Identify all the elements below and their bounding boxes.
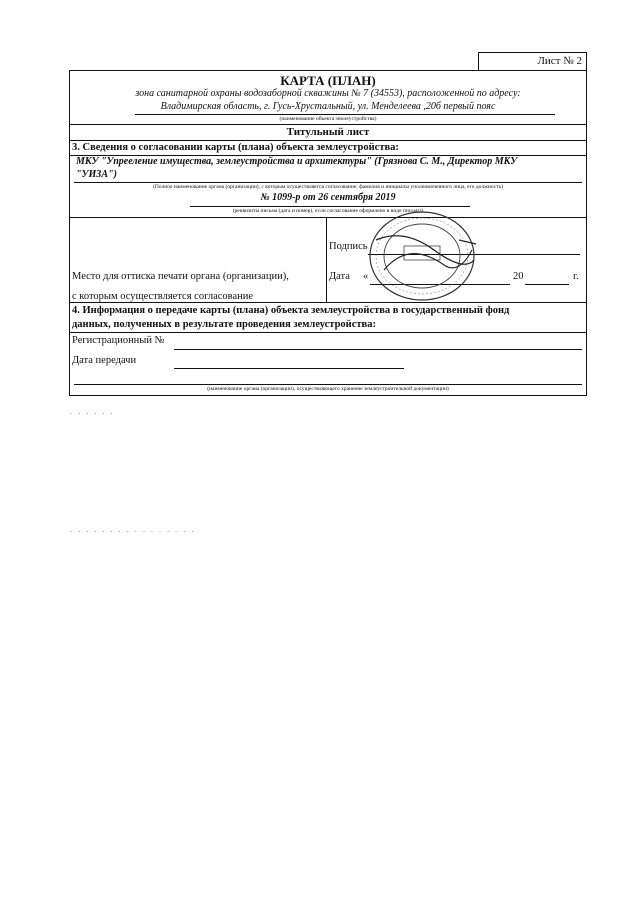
year-suffix: г. — [573, 271, 579, 282]
object-description-line1: зона санитарной охраны водозаборной скважины № 7 (34553), расположенной по адресу: — [135, 88, 521, 99]
date-quote: « — [363, 271, 369, 282]
divider — [70, 217, 586, 218]
year-prefix: 20 — [513, 271, 524, 282]
divider — [70, 140, 586, 141]
archive-org-caption: (наименование органа (организации), осуществляющего хранение землеустроительной документации) — [207, 386, 449, 392]
section4-heading-line1: 4. Информация о передаче карты (плана) объекта землеустройства в государственный фонд — [72, 305, 510, 316]
column-divider — [326, 217, 327, 302]
object-caption: (наименование объекта землеустройства) — [279, 116, 377, 122]
divider — [70, 332, 586, 333]
scan-noise: · · · · · · — [70, 410, 115, 418]
transfer-date-label: Дата передачи — [72, 355, 137, 366]
letter-caption: (реквизиты письма (дата и номер), если согласование оформлено в виде письма)) — [232, 208, 424, 214]
approval-stamp-seal — [364, 210, 482, 302]
section4-heading-line2: данных, полученных в результате проведения землеустройства: — [72, 319, 376, 330]
year-field — [525, 284, 569, 285]
object-underline — [135, 114, 555, 115]
org-underline — [74, 182, 582, 183]
map-plan-form — [69, 70, 587, 396]
archive-org-field — [74, 384, 582, 385]
sheet-number-box — [478, 52, 587, 71]
registration-number-label: Регистрационный № — [72, 335, 165, 346]
approving-org-line1: МКУ "Упрееление имущества, землеустройства и архитектуры" (Грязнова С. М., Директор МКУ — [76, 156, 518, 167]
registration-number-field — [174, 349, 582, 350]
seal-place-line2: с которым осуществляется согласование — [72, 291, 254, 302]
section3-heading: 3. Сведения о согласовании карты (плана) объекта землеустройства: — [72, 142, 399, 153]
object-description-line2: Владимирская область, г. Гусь-Хрустальный, ул. Менделеева ,20б первый пояс — [160, 101, 496, 112]
title-sheet-label: Титульный лист — [286, 126, 370, 138]
letter-underline — [190, 206, 470, 207]
divider — [70, 302, 586, 303]
org-caption: (Полное наименование органа (организации), с которым осуществляется согласование; фамилия и инициалы уполномоченного лица, его должность) — [153, 184, 503, 190]
sheet-number: Лист № 2 — [537, 55, 582, 67]
scan-noise: · · · · · · · · · · · · · · · · — [70, 528, 196, 536]
date-label: Дата — [329, 271, 350, 282]
signature-label: Подпись — [329, 241, 368, 252]
approval-letter: № 1099-р от 26 сентября 2019 — [260, 192, 396, 203]
approving-org-line2: "УИЗА") — [76, 169, 117, 180]
form-title: КАРТА (ПЛАН) — [280, 73, 376, 88]
divider — [70, 124, 586, 125]
seal-place-line1: Место для оттиска печати органа (организации), — [72, 271, 289, 282]
transfer-date-field — [174, 368, 404, 369]
